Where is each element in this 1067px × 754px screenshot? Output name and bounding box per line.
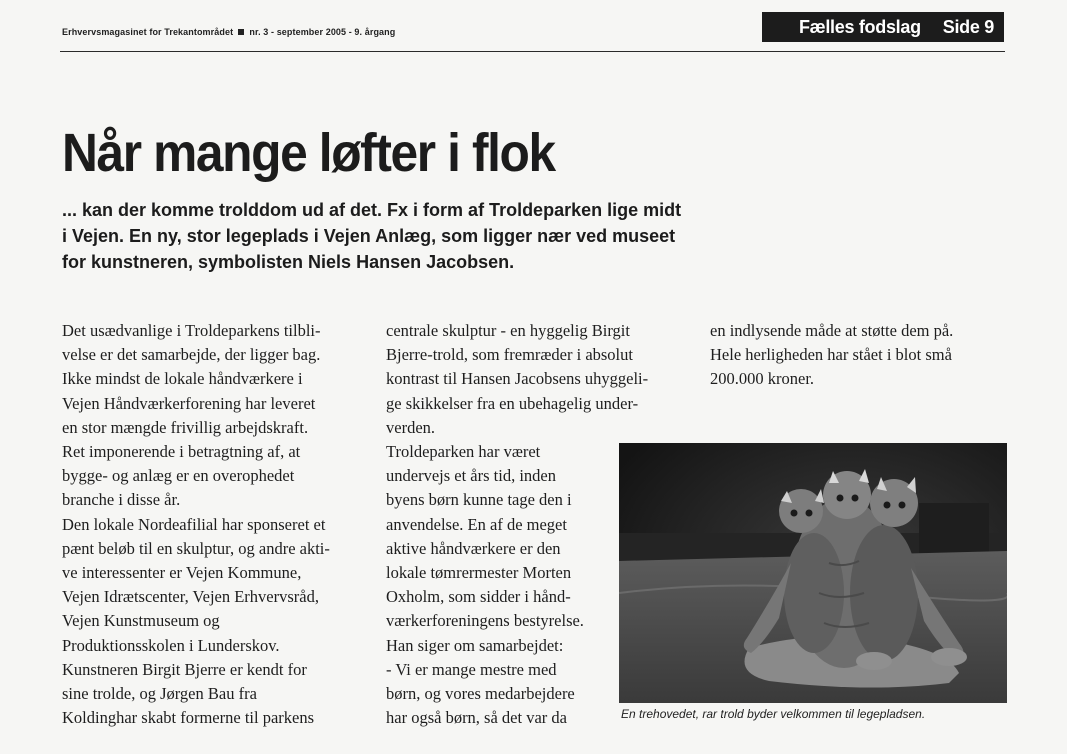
text-line: Den lokale Nordeafilial har sponseret et [62, 514, 326, 534]
text-line: pænt beløb til en skulptur, og andre akti- [62, 538, 330, 558]
text-line: Troldeparken har været [386, 442, 541, 462]
text-line: Han siger om samarbejdet: [386, 635, 564, 655]
article-photo [619, 443, 1007, 703]
photo-caption: En trehovedet, rar trold byder velkommen til legepladsen. [621, 707, 926, 721]
text-line: aktive håndværkere er den [386, 538, 561, 558]
article-lead: ... kan der komme trolddom ud af det. Fx i form af Troldeparken lige midt i Vejen. En ny, stor legeplads i Vejen Anlæg, som ligger nær ved museet for kunstneren, symbolisten Niels Hansen Jacobsen. [62, 200, 682, 272]
text-line: bygge- og anlæg er en overophedet [62, 466, 295, 486]
masthead-publication: Erhvervsmagasinet for Trekantområdet [62, 27, 234, 37]
text-line: lokale tømrermester Morten [386, 563, 572, 583]
text-line: sine trolde, og Jørgen Bau fra [62, 684, 257, 704]
text-line: ve interessenter er Vejen Kommune, [62, 563, 302, 583]
text-line: Vejen Kunstmuseum og [62, 611, 220, 631]
text-line: kontrast til Hansen Jacobsens uhyggeli- [386, 369, 649, 389]
text-line: verden. [386, 417, 436, 437]
text-line: Vejen Idrætscenter, Vejen Erhvervsråd, [62, 587, 319, 607]
text-line: en stor mængde frivillig arbejdskraft. [62, 417, 309, 437]
text-line: 200.000 kroner. [710, 369, 815, 389]
text-line: Kunstneren Birgit Bjerre er kendt for [62, 659, 307, 679]
text-line: en indlysende måde at støtte dem på. [710, 321, 954, 340]
troll-sculpture-image [619, 443, 1007, 703]
text-line: Vejen Håndværkerforening har leveret [62, 393, 316, 413]
text-column-3 [710, 319, 1010, 392]
text-line: Produktionsskolen i Lunderskov. [62, 635, 280, 655]
text-line: - Vi er mange mestre med [386, 659, 557, 679]
text-line: børn, og vores medarbejdere [386, 684, 575, 704]
text-line: byens børn kunne tage den i [386, 490, 572, 510]
text-line: har også børn, så det var da [386, 708, 567, 728]
section-header [762, 12, 1004, 42]
article-headline: Når mange løfter i flok [62, 123, 555, 183]
text-column-1 [62, 319, 362, 730]
text-line: anvendelse. En af de meget [386, 514, 567, 534]
text-line: velse er det samarbejde, der ligger bag. [62, 345, 321, 365]
text-line: Ret imponerende i betragtning af, at [62, 442, 301, 462]
text-line: værkerforeningens bestyrelse. [386, 611, 584, 631]
header-rule [60, 51, 1005, 52]
text-line: Det usædvanlige i Troldeparkens tilbli- [62, 321, 321, 340]
masthead [62, 27, 395, 37]
text-line: undervejs et års tid, inden [386, 466, 556, 486]
text-line: branche i disse år. [62, 490, 181, 510]
text-line: ge skikkelser fra en ubehagelig under- [386, 393, 639, 413]
square-bullet-icon [238, 29, 244, 35]
masthead-issue: nr. 3 - september 2005 - 9. årgang [249, 27, 396, 37]
text-line: Ikke mindst de lokale håndværkere i [62, 369, 303, 389]
text-line: Koldinghar skabt formerne til parkens [62, 708, 315, 728]
text-line: Bjerre-trold, som fremræder i absolut [386, 345, 633, 365]
page-number: Side 9 [942, 16, 994, 37]
text-line: centrale skulptur - en hyggelig Birgit [386, 321, 630, 340]
section-title: Fælles fodslag [798, 16, 921, 37]
text-line: Oxholm, som sidder i hånd- [386, 587, 571, 607]
text-line: Hele herligheden har stået i blot små [710, 345, 952, 365]
